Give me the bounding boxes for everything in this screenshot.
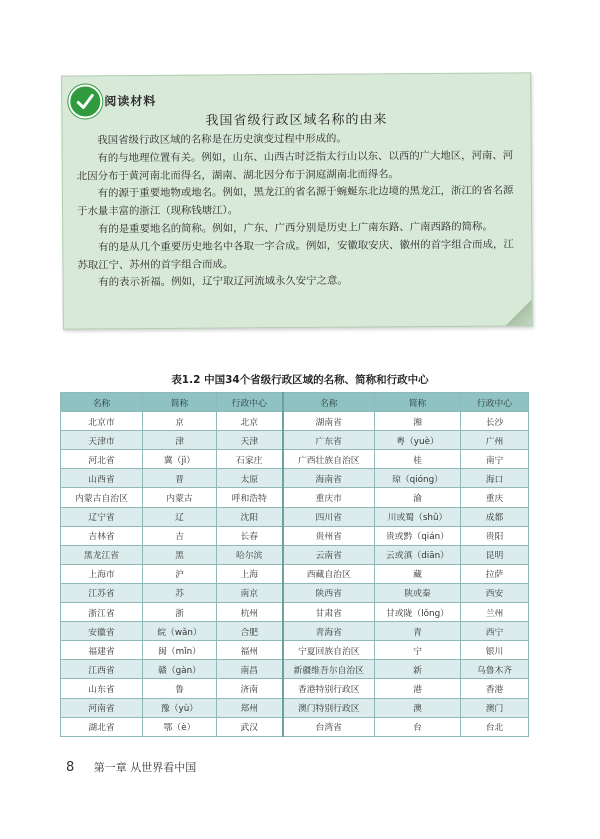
- table-cell: 沈阳: [217, 507, 283, 526]
- table-row: [61, 545, 529, 564]
- table-cell: 北京: [217, 412, 283, 431]
- table-row: [61, 450, 529, 469]
- table-cell: 海口: [461, 469, 529, 488]
- table-row: [61, 431, 529, 450]
- table-caption: 表1.2 中国34个省级行政区域的名称、简称和行政中心: [171, 374, 429, 386]
- table-row: [61, 698, 529, 717]
- table-row: [61, 660, 529, 679]
- table-row: [61, 603, 529, 622]
- table-cell: 湖南省: [283, 412, 375, 431]
- table-cell: 贵阳: [461, 526, 529, 545]
- table-cell: 南京: [217, 583, 283, 602]
- table-cell: 甘肃省: [283, 603, 375, 622]
- table-row: [61, 507, 529, 526]
- table-cell: 南宁: [461, 450, 529, 469]
- table-cell: 甘或陇（lǒng）: [375, 603, 461, 622]
- table-cell: 河南省: [61, 698, 143, 717]
- table-cell: 北京市: [61, 412, 143, 431]
- table-cell: 广西壮族自治区: [283, 450, 375, 469]
- table-cell: 浙江省: [61, 603, 143, 622]
- table-cell: 津: [143, 431, 217, 450]
- table-cell: 青: [375, 622, 461, 641]
- table-cell: 黑: [143, 545, 217, 564]
- table-cell: 西宁: [461, 622, 529, 641]
- page-number: 8: [66, 760, 75, 775]
- table-cell: 澳: [375, 698, 461, 717]
- table-cell: 拉萨: [461, 564, 529, 583]
- header-capital: 行政中心: [461, 393, 529, 412]
- table-cell: 新疆维吾尔自治区: [283, 660, 375, 679]
- table-cell: 宁夏回族自治区: [283, 641, 375, 660]
- table-cell: 陕或秦: [375, 583, 461, 602]
- table-cell: 吉林省: [61, 526, 143, 545]
- table-cell: 湖北省: [61, 717, 143, 736]
- page-curl: [506, 299, 532, 325]
- table-cell: 天津: [217, 431, 283, 450]
- header-abbr: 简称: [375, 393, 461, 412]
- table-cell: 乌鲁木齐: [461, 660, 529, 679]
- table-cell: 冀（jì）: [143, 450, 217, 469]
- table-cell: 哈尔滨: [217, 545, 283, 564]
- table-cell: 福州: [217, 641, 283, 660]
- table-cell: 鄂（è）: [143, 717, 217, 736]
- reading-body: [77, 129, 518, 292]
- table-cell: 呼和浩特: [217, 488, 283, 507]
- table-row: [61, 469, 529, 488]
- table-cell: 宁: [375, 641, 461, 660]
- table-cell: 澳门特别行政区: [283, 698, 375, 717]
- table-cell: 重庆市: [283, 488, 375, 507]
- table-cell: 豫（yù）: [143, 698, 217, 717]
- header-name: 名称: [283, 393, 375, 412]
- table-cell: 台湾省: [283, 717, 375, 736]
- table-cell: 山东省: [61, 679, 143, 698]
- table-row: [61, 526, 529, 545]
- table-cell: 皖（wǎn）: [143, 622, 217, 641]
- table-cell: 贵州省: [283, 526, 375, 545]
- table-cell: 兰州: [461, 603, 529, 622]
- table-row: [61, 622, 529, 641]
- table-cell: 内蒙古: [143, 488, 217, 507]
- page-footer: [66, 759, 196, 775]
- table-cell: 江苏省: [61, 583, 143, 602]
- table-cell: 辽: [143, 507, 217, 526]
- table-cell: 陕西省: [283, 583, 375, 602]
- table-cell: 京: [143, 412, 217, 431]
- table-cell: 武汉: [217, 717, 283, 736]
- table-cell: 香港: [461, 679, 529, 698]
- reading-paragraph: 有的是重要地名的简称。例如，广东、广西分别是历史上广南东路、广南西路的简称。: [97, 220, 493, 236]
- province-table: [60, 392, 529, 737]
- header-abbr: 简称: [143, 393, 217, 412]
- table-cell: 长沙: [461, 412, 529, 431]
- table-cell: 石家庄: [217, 450, 283, 469]
- header-capital: 行政中心: [217, 393, 283, 412]
- table-cell: 安徽省: [61, 622, 143, 641]
- table-cell: 西安: [461, 583, 529, 602]
- table-cell: 天津市: [61, 431, 143, 450]
- table-cell: 太原: [217, 469, 283, 488]
- table-cell: 内蒙古自治区: [61, 488, 143, 507]
- table-cell: 云南省: [283, 545, 375, 564]
- table-cell: 港: [375, 679, 461, 698]
- table-cell: 赣（gàn）: [143, 660, 217, 679]
- reading-paragraph: 有的表示祈福。例如，辽宁取辽河流域永久安宁之意。: [98, 275, 348, 289]
- table-row: [61, 488, 529, 507]
- table-cell: 藏: [375, 564, 461, 583]
- table-cell: 晋: [143, 469, 217, 488]
- table-row: [61, 679, 529, 698]
- table-cell: 西藏自治区: [283, 564, 375, 583]
- table-cell: 川或蜀（shǔ）: [375, 507, 461, 526]
- reading-paragraph: 有的源于重要地物或地名。例如，黑龙江的省名源于蜿蜒东北边境的黑龙江，浙江的省名源于水量丰富的浙江（现称钱塘江）。: [77, 184, 514, 218]
- table-cell: 琼（qióng）: [375, 469, 461, 488]
- table-cell: 渝: [375, 488, 461, 507]
- table-cell: 海南省: [283, 469, 375, 488]
- reading-paragraph: 我国省级行政区域的名称是在历史演变过程中形成的。: [97, 132, 347, 147]
- table-cell: 重庆: [461, 488, 529, 507]
- reading-title: 我国省级行政区域名称的由来: [205, 112, 388, 129]
- table-cell: 云或滇（diān）: [375, 545, 461, 564]
- table-cell: 成都: [461, 507, 529, 526]
- table-cell: 辽宁省: [61, 507, 143, 526]
- table-cell: 上海市: [61, 564, 143, 583]
- table-cell: 黑龙江省: [61, 545, 143, 564]
- reading-paragraph: 有的是从几个重要历史地名中各取一字合成。例如，安徽取安庆、徽州的首字组合而成，江苏取江宁、苏州的首字组合而成。: [77, 238, 514, 272]
- table-cell: 沪: [143, 564, 217, 583]
- table-cell: 四川省: [283, 507, 375, 526]
- table-cell: 山西省: [61, 469, 143, 488]
- table-cell: 济南: [217, 679, 283, 698]
- reading-badge-label: 阅读材料: [104, 93, 157, 109]
- table-cell: 香港特别行政区: [283, 679, 375, 698]
- reading-material-box: [61, 72, 533, 329]
- table-cell: 粤（yuè）: [375, 431, 461, 450]
- table-cell: 台: [375, 717, 461, 736]
- table-row: [61, 641, 529, 660]
- table-cell: 昆明: [461, 545, 529, 564]
- table-cell: 闽（mǐn）: [143, 641, 217, 660]
- table-cell: 郑州: [217, 698, 283, 717]
- table-cell: 新: [375, 660, 461, 679]
- table-cell: 河北省: [61, 450, 143, 469]
- table-cell: 吉: [143, 526, 217, 545]
- table-cell: 江西省: [61, 660, 143, 679]
- header-name: 名称: [61, 393, 143, 412]
- table-cell: 广东省: [283, 431, 375, 450]
- table-cell: 南昌: [217, 660, 283, 679]
- table-cell: 浙: [143, 603, 217, 622]
- table-cell: 台北: [461, 717, 529, 736]
- table-cell: 湘: [375, 412, 461, 431]
- table-cell: 贵或黔（qián）: [375, 526, 461, 545]
- table-row: [61, 564, 529, 583]
- table-cell: 合肥: [217, 622, 283, 641]
- table-row: [61, 412, 529, 431]
- table-row: [61, 717, 529, 736]
- table-row: [61, 583, 529, 602]
- table-header-row: [61, 393, 529, 412]
- table-cell: 桂: [375, 450, 461, 469]
- table-cell: 青海省: [283, 622, 375, 641]
- table-cell: 鲁: [143, 679, 217, 698]
- chapter-title: 第一章 从世界看中国: [93, 761, 197, 774]
- table-cell: 苏: [143, 583, 217, 602]
- table-cell: 广州: [461, 431, 529, 450]
- table-cell: 澳门: [461, 698, 529, 717]
- table-cell: 杭州: [217, 603, 283, 622]
- table-cell: 银川: [461, 641, 529, 660]
- table-cell: 上海: [217, 564, 283, 583]
- table-cell: 福建省: [61, 641, 143, 660]
- table-cell: 长春: [217, 526, 283, 545]
- reading-paragraph: 有的与地理位置有关。例如，山东、山西古时泛指太行山以东、以西的广大地区，河南、河北因分布于黄河南北而得名，湖南、湖北因分布于洞庭湖南北而得名。: [76, 149, 514, 183]
